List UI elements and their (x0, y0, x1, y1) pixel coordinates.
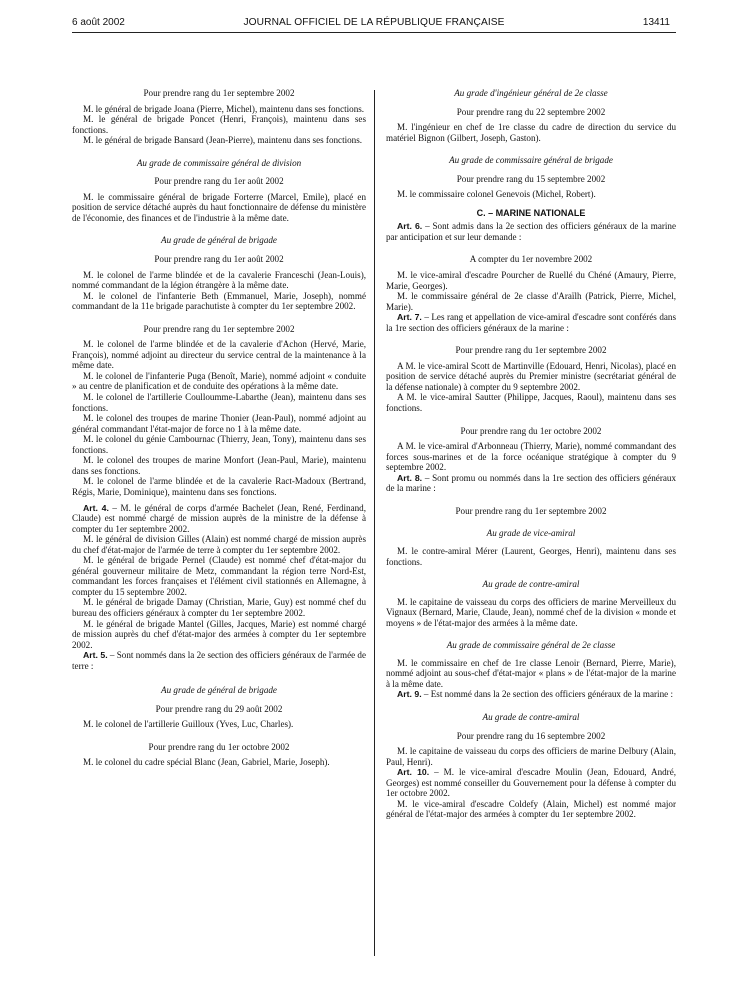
grade-heading: Au grade de général de brigade (161, 235, 277, 246)
paragraph: M. le général de brigade Bansard (Jean-Pierre), maintenu dans ses fonctions. (83, 135, 363, 146)
paragraph: M. le colonel de l'infanterie Beth (Emmanuel, Marie, Joseph), nommé commandant de la 11e brigade parachutiste à compter du 1er septembre 2002. (72, 290, 366, 312)
paragraph: M. le commissaire colonel Genevois (Michel, Robert). (397, 189, 596, 200)
rank-date-heading: Pour prendre rang du 22 septembre 2002 (456, 106, 606, 117)
article-text: – Sont promu ou nommés dans la 1re section des officiers généraux de la marine : (386, 472, 676, 494)
rank-date-heading: Pour prendre rang du 1er septembre 2002 (455, 505, 607, 516)
rank-date-heading: Pour prendre rang du 15 septembre 2002 (456, 173, 606, 184)
article-label: Art. 4. (83, 502, 109, 513)
rank-date-heading: Pour prendre rang du 29 août 2002 (155, 703, 283, 714)
rank-date-heading: Pour prendre rang du 1er septembre 2002 (143, 88, 295, 98)
rank-date-heading: Pour prendre rang du 1er octobre 2002 (460, 425, 602, 436)
paragraph: M. le colonel des troupes de marine Thonier (Jean-Paul), nommé adjoint au général commandant l'état-major de force no 1 à la même date. (72, 413, 366, 434)
journal-title: JOURNAL OFFICIEL DE LA RÉPUBLIQUE FRANÇAISE (243, 17, 505, 28)
article-text: – Sont nommés dans la 2e section des officiers généraux de l'armée de terre : (72, 650, 367, 671)
rank-date-heading: Pour prendre rang du 1er septembre 2002 (455, 345, 607, 356)
paragraph: M. le commissaire général de brigade Forterre (Marcel, Emile), placé en position de service détaché auprès du haut fonctionnaire de défense du ministère de l'économie, des finances et de l'industrie à la même date. (72, 191, 366, 223)
article-label: Art. 8. (397, 472, 423, 483)
paragraph: M. le colonel de l'artillerie Guilloux (Yves, Luc, Charles). (83, 719, 294, 730)
article-text: – M. le général de corps d'armée Bachelet (Jean, René, Ferdinand, Claude) est nommé chargé de mission auprès de la ministre de la défense à compter du 1er septembre 2002. (72, 502, 366, 534)
section-heading: C. – MARINE NATIONALE (476, 207, 586, 218)
rank-date-heading: Pour prendre rang du 1er août 2002 (154, 176, 284, 187)
article-text: – Sont admis dans la 2e section des officiers généraux de la marine par anticipation et sur leur demande : (386, 221, 676, 242)
paragraph: M. le capitaine de vaisseau du corps des officiers de marine Delbury (Alain, Paul, Henri). (386, 746, 676, 767)
paragraph: M. l'ingénieur en chef de 1re classe du cadre de direction du service du matériel Bignon (Gilbert, Joseph, Gaston). (386, 122, 676, 143)
paragraph: M. le colonel de l'artillerie Coulloumme-Labarthe (Jean), maintenu dans ses fonctions. (72, 392, 366, 413)
paragraph: M. le général de brigade Joana (Pierre, Michel), maintenu dans ses fonctions. (83, 103, 365, 114)
rank-date-heading: Pour prendre rang du 1er octobre 2002 (148, 741, 290, 752)
grade-heading: Au grade d'ingénieur général de 2e classe (454, 88, 608, 98)
article-label: Art. 6. (397, 221, 423, 232)
paragraph: M. le commissaire général de 2e classe d'Araïlh (Patrick, Pierre, Michel, Marie). (386, 291, 676, 312)
article-9 (386, 689, 676, 700)
paragraph: M. le général de brigade Pernel (Claude) est nommé chef d'état-major du général gouverneur militaire de Metz, commandant la région terre Nord-Est, commandant les forces françaises et l'élément civil stationnés en Allemagne, à compter du 15 septembre 2002. (72, 555, 366, 597)
article-label: Art. 5. (83, 650, 108, 661)
paragraph: M. le capitaine de vaisseau du corps des officiers de marine Merveilleux du Vignaux (Bernard, Marie, Claude, Jean), nommé chef de la division « monde et moyens » de l'état-major des armées à la même date. (386, 596, 676, 628)
article-text: – Les rang et appellation de vice-amiral d'escadre sont conférés dans la 1re section des officiers généraux de la marine : (386, 312, 676, 333)
grade-heading: Au grade de commissaire général de division (136, 157, 302, 168)
article-4 (72, 503, 366, 535)
paragraph: M. le général de division Gilles (Alain) est nommé chargé de mission auprès du chef d'état-major de l'armée de terre à compter du 1er septembre 2002. (72, 534, 366, 555)
rank-date-heading: Pour prendre rang du 1er septembre 2002 (143, 323, 295, 334)
paragraph: M. le commissaire en chef de 1re classe Lenoir (Bernard, Pierre, Marie), nommé adjoint au sous-chef d'état-major « plans » de l'état-major de la marine à la même date. (386, 657, 676, 689)
paragraph: M. le colonel de l'arme blindée et de la cavalerie Ract-Madoux (Bertrand, Régis, Marie, Dominique), maintenu dans ses fonctions. (72, 476, 366, 497)
paragraph: M. le colonel du cadre spécial Blanc (Jean, Gabriel, Marie, Joseph). (83, 757, 330, 768)
article-label: Art. 9. (397, 689, 422, 700)
right-column (386, 88, 676, 820)
paragraph: M. le vice-amiral d'escadre Coldefy (Alain, Michel) est nommé major général de l'état-major des armées à compter du 1er septembre 2002. (386, 798, 676, 820)
issue-date: 6 août 2002 (72, 17, 125, 28)
grade-heading: Au grade de contre-amiral (482, 579, 580, 590)
column-divider (374, 90, 375, 956)
grade-heading: Au grade de général de brigade (161, 685, 277, 696)
paragraph: A M. le vice-amiral d'Arbonneau (Thierry, Marie), nommé commandant des forces sous-marines et de la force océanique stratégique à compter du 9 septembre 2002. (386, 441, 676, 473)
article-8 (386, 473, 676, 494)
paragraph: A M. le vice-amiral Sautter (Philippe, Jacques, Raoul), maintenu dans ses fonctions. (386, 392, 676, 414)
page-number: 13411 (642, 17, 670, 28)
paragraph: M. le colonel du génie Cambournac (Thierry, Jean, Tony), maintenu dans ses fonctions. (72, 434, 366, 455)
paragraph: M. le vice-amiral d'escadre Pourcher de Ruellé du Chéné (Amaury, Pierre, Marie, Georges). (386, 270, 676, 291)
header-rule (72, 32, 676, 33)
paragraph: M. le général de brigade Damay (Christian, Marie, Guy) est nommé chef du bureau des officiers généraux à compter du 1er septembre 2002. (72, 597, 366, 618)
grade-heading: Au grade de vice-amiral (486, 528, 576, 539)
page-header (0, 0, 748, 36)
paragraph: M. le colonel des troupes de marine Monfort (Jean-Paul, Marie), maintenu dans ses fonctions. (72, 455, 366, 476)
paragraph: M. le général de brigade Poncet (Henri, François), maintenu dans ses fonctions. (72, 114, 366, 135)
left-column (72, 88, 366, 768)
article-text: – M. le vice-amiral d'escadre Moulin (Jean, Edouard, André, Georges) est nommé conseiller du Gouvernement pour la défense à compter du 1er octobre 2002. (386, 767, 677, 799)
paragraph: M. le contre-amiral Mérer (Laurent, Georges, Henri), maintenu dans ses fonctions. (386, 545, 676, 567)
grade-heading: Au grade de contre-amiral (482, 711, 580, 722)
article-7 (386, 312, 676, 333)
grade-heading: Au grade de commissaire général de 2e classe (446, 640, 616, 651)
rank-date-heading: Pour prendre rang du 1er août 2002 (154, 254, 284, 265)
paragraph: M. le colonel de l'arme blindée et de la cavalerie Franceschi (Jean-Louis), nommé commandant de la légion étrangère à la même date. (72, 269, 366, 291)
paragraph: A M. le vice-amiral Scott de Martinville (Edouard, Henri, Nicolas), placé en position de service détaché auprès du Premier ministre (secrétariat général de la défense nationale) à compter du 9 septembre 2002. (386, 360, 676, 392)
grade-heading: Au grade de commissaire général de brigade (449, 155, 613, 166)
article-6 (386, 221, 676, 242)
paragraph: M. le colonel de l'infanterie Puga (Benoît, Marie), nommé adjoint « conduite » au centre de planification et de conduite des opérations à la même date. (72, 370, 366, 392)
paragraph: M. le colonel de l'arme blindée et de la cavalerie d'Achon (Hervé, Marie, François), nommé adjoint au directeur du service central de la maintenance à la même date. (72, 339, 366, 371)
article-text: – Est nommé dans la 2e section des officiers généraux de la marine : (421, 689, 673, 700)
rank-date-heading: Pour prendre rang du 16 septembre 2002 (456, 730, 606, 741)
article-label: Art. 7. (397, 312, 422, 323)
article-5 (72, 650, 366, 671)
rank-date-heading: A compter du 1er novembre 2002 (469, 254, 593, 265)
article-label: Art. 10. (397, 767, 430, 778)
paragraph: M. le général de brigade Mantel (Gilles, Jacques, Marie) est nommé chargé de mission auprès du chef d'état-major des armées à compter du 1er septembre 2002. (72, 618, 366, 650)
article-10 (386, 767, 676, 799)
